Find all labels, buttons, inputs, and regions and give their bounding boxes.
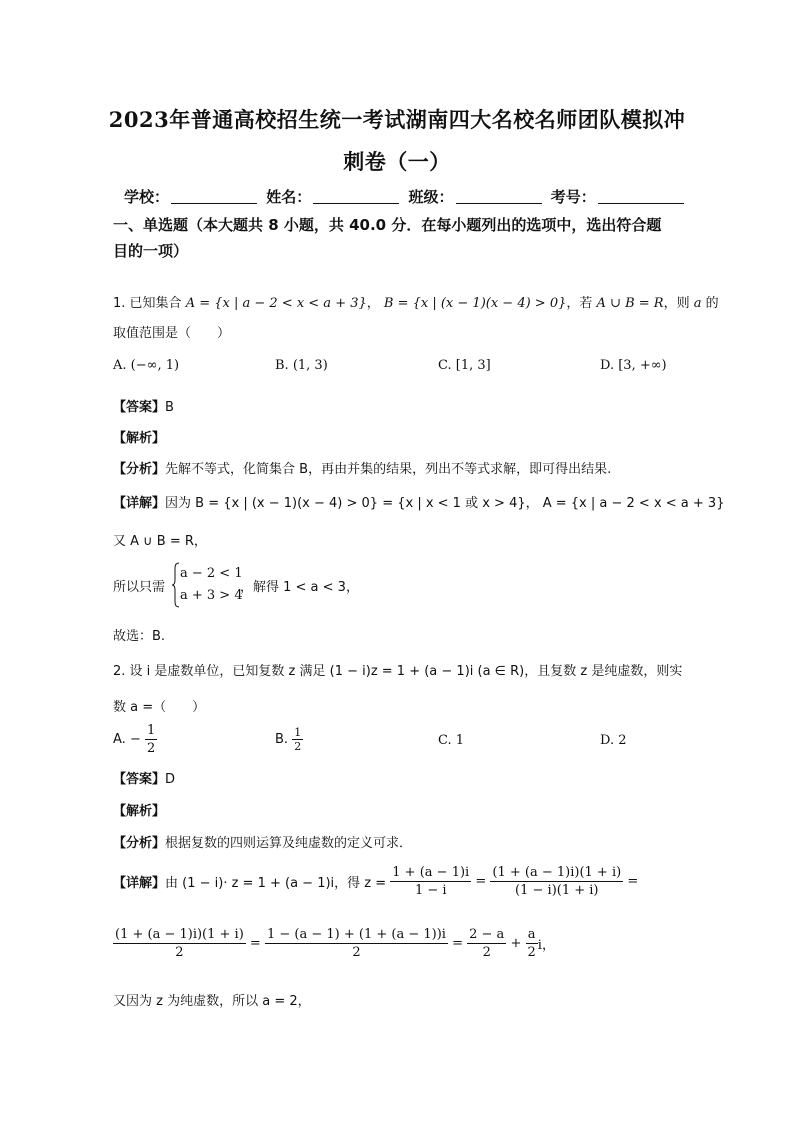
q1-stem: 1. 已知集合 A = {x | a − 2 < x < a + 3}， B = {x | (x − 1)(x − 4) > 0}，若 A ∪ B = R，则 a 的 [113, 296, 719, 311]
q2-option-b [275, 726, 303, 753]
q1-option-d: D. [3, +∞) [600, 358, 667, 373]
q2-fraction-5 [467, 926, 506, 961]
equals-sign: = [475, 874, 487, 889]
q1-union: A ∪ B = R [596, 296, 664, 311]
numerator: 1 + (a − 1)i [392, 865, 470, 880]
page-title: 2023年普通高校招生统一考试湖南四大名校名师团队模拟冲 [108, 107, 686, 132]
q2-option-b-fraction [292, 726, 303, 753]
q2-fenxi-text: 根据复数的四则运算及纯虚数的定义可求． [165, 836, 413, 851]
q1-fenxi [113, 458, 611, 477]
denominator: 2 [482, 945, 491, 960]
q2-detail-label: 【详解】 [113, 876, 166, 891]
q1-stem-suffix: 的 [705, 296, 719, 311]
q2-option-b-prefix: B. [275, 732, 289, 747]
denominator: 1 − i [414, 883, 447, 898]
class-blank [456, 189, 542, 204]
numerator: 1 − (a − 1) + (1 + (a − 1))i [266, 927, 446, 942]
section-heading-line1: 一、单选题（本大题共 8 小题，共 40.0 分．在每小题列出的选项中，选出符合题 [113, 216, 662, 234]
q2-detail-line2 [113, 926, 555, 961]
system-line1: a − 2 < 1 [180, 566, 243, 581]
q1-var: a [693, 296, 702, 311]
name-blank [313, 189, 399, 204]
left-brace-icon [172, 562, 180, 608]
q2-fraction-2 [490, 864, 623, 899]
denominator: 2 [175, 945, 184, 960]
denominator: 2 [294, 740, 302, 753]
q1-analysis-label: 【解析】 [113, 431, 166, 446]
system-line2: a + 3 > 4 [180, 588, 243, 603]
q1-set-b: B = {x | (x − 1)(x − 4) > 0} [383, 296, 567, 311]
denominator: 2 [527, 945, 536, 960]
numerator: (1 + (a − 1)i)(1 + i) [492, 865, 622, 880]
q1-detail-label: 【详解】 [113, 496, 166, 511]
denominator: 2 [146, 741, 156, 756]
q2-fraction-3 [113, 926, 246, 961]
q1-answer-value: B [165, 400, 174, 415]
q2-fenxi-label: 【分析】 [113, 836, 166, 851]
exam-no-label: 考号： [550, 188, 596, 206]
q1-answer [113, 396, 174, 415]
section-heading [113, 212, 693, 264]
class-label: 班级： [408, 188, 454, 206]
student-info-row [124, 186, 688, 207]
numerator: 1 [146, 723, 156, 738]
q1-option-a: A. (−∞, 1) [113, 358, 180, 373]
inequality-system [180, 563, 243, 607]
q2-option-c: C. 1 [438, 733, 465, 748]
q2-fraction-4 [265, 926, 448, 961]
q1-set-a: A = {x | a − 2 < x < a + 3} [185, 296, 367, 311]
q1-answer-label: 【答案】 [113, 400, 166, 415]
q2-detail [113, 864, 638, 899]
q2-stem: 2. 设 i 是虚数单位，已知复数 z 满足 (1 − i)z = 1 + (a − 1)i (a ∈ R)，且复数 z 是纯虚数，则实 [113, 664, 683, 679]
q2-stem-line2: 数 a =（ ） [113, 700, 206, 715]
numerator: a [526, 926, 538, 944]
page-title-continued: 刺卷（一） [343, 149, 451, 174]
q1-option-c: C. [1, 3] [438, 358, 491, 373]
q1-stem-mid2: ，则 [663, 296, 690, 311]
q1-detail-text1: 因为 B = {x | (x − 1)(x − 4) > 0} = {x | x < 1 或 x > 4}， A = {x | a − 2 < x < a + 3} [165, 496, 725, 511]
section-heading-line2: 目的一项） [113, 242, 189, 260]
q1-detail-line3-suffix: ，解得 1 < a < 3， [240, 580, 359, 595]
exam-no-blank [598, 189, 684, 204]
denominator: 2 [352, 945, 361, 960]
q2-option-a-fraction [145, 722, 157, 757]
q1-option-b: B. (1, 3) [275, 358, 328, 373]
q2-detail-line3: 又因为 z 为纯虚数，所以 a = 2， [113, 994, 311, 1009]
numerator: 1 [294, 726, 302, 739]
school-blank [171, 189, 257, 204]
numerator: (1 + (a − 1)i)(1 + i) [115, 927, 244, 942]
q2-answer [113, 768, 175, 787]
q2-detail-text1: 由 (1 − i)· z = 1 + (a − 1)i，得 z = [165, 876, 387, 891]
q2-detail-line2-suffix: i， [537, 938, 555, 953]
q2-fraction-1 [390, 864, 471, 899]
q1-detail-line2: 又 A ∪ B = R， [113, 534, 207, 549]
q1-fenxi-text: 先解不等式，化简集合 B，再由并集的结果，列出不等式求解，即可得出结果. [165, 462, 612, 477]
q1-detail [113, 492, 724, 511]
q1-fenxi-label: 【分析】 [113, 462, 166, 477]
q2-option-a-prefix: A. [113, 732, 126, 747]
q2-answer-label: 【答案】 [113, 772, 166, 787]
q2-option-d: D. 2 [600, 733, 627, 748]
school-label: 学校： [124, 188, 170, 206]
plus-sign: + [510, 936, 522, 951]
q1-stem-line2: 取值范围是（ ） [113, 326, 231, 341]
q1-detail-line3-prefix: 所以只需 [113, 580, 166, 595]
equals-sign: = [627, 874, 639, 889]
equals-sign: = [249, 936, 261, 951]
q1-stem-mid: ，若 [566, 296, 593, 311]
denominator: (1 − i)(1 + i) [515, 883, 599, 898]
equals-sign: = [452, 936, 463, 951]
q2-fraction-6 [526, 926, 538, 961]
numerator: 2 − a [469, 927, 505, 942]
name-label: 姓名： [266, 188, 312, 206]
q2-fenxi [113, 832, 412, 851]
q2-option-a-sign: − [129, 732, 141, 747]
q1-conclusion: 故选：B. [113, 629, 166, 644]
q1-stem-prefix: 1. 已知集合 [113, 296, 182, 311]
q2-analysis-label: 【解析】 [113, 804, 166, 819]
q2-answer-value: D [165, 772, 176, 787]
q2-option-a [113, 722, 157, 757]
